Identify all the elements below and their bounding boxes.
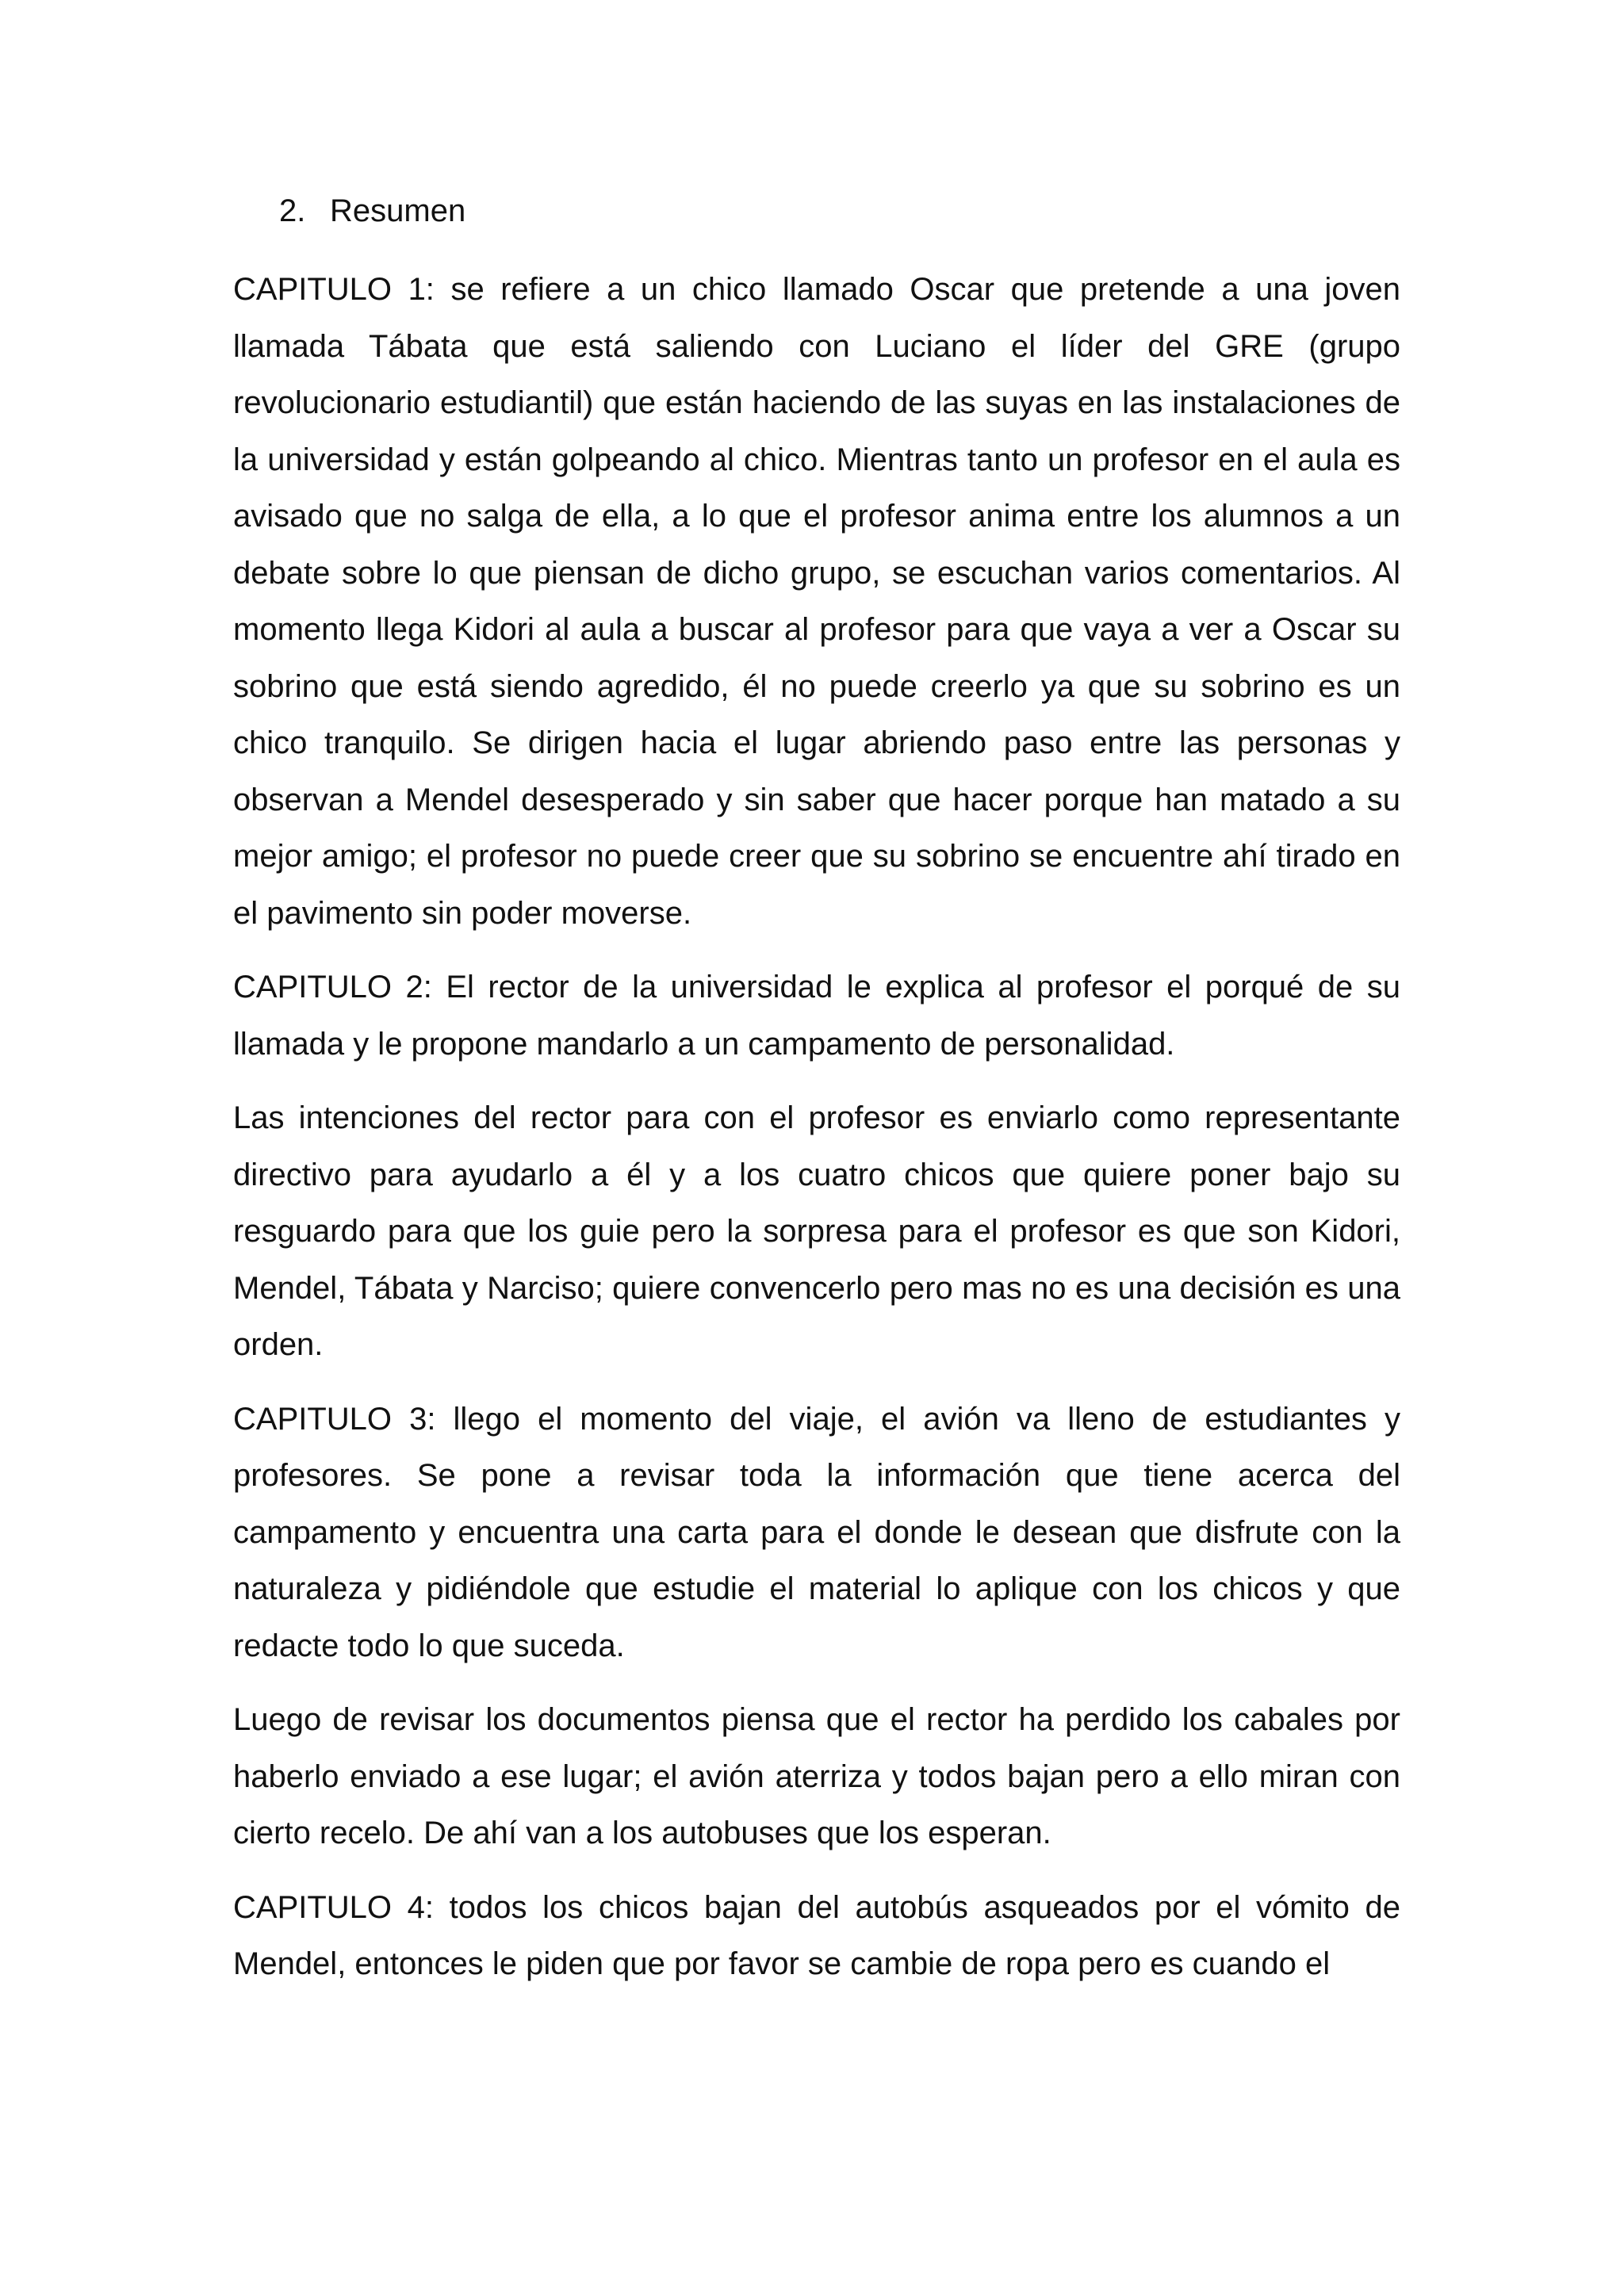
section-heading [233,187,1400,235]
paragraph-capitulo-2: CAPITULO 2: El rector de la universidad le explica al profesor el porqué de su llamada y le propone mandarlo a un campamento de personalidad. [233,970,1400,1062]
document-body [233,187,1400,2011]
section-number: 2. [279,193,306,228]
paragraph-avion-aterriza: Luego de revisar los documentos piensa que el rector ha perdido los cabales por haberlo enviado a ese lugar; el avión aterriza y todos bajan pero a ello miran con cierto recelo. De ahí van a los autobuses que los esperan. [233,1702,1400,1850]
paragraph-capitulo-4: CAPITULO 4: todos los chicos bajan del autobús asqueados por el vómito de Mendel, entonces le piden que por favor se cambie de ropa pero es cuando el [233,1889,1400,1981]
paragraph-capitulo-1: CAPITULO 1: se refiere a un chico llamado Oscar que pretende a una joven llamada Tábata que está saliendo con Luciano el líder del GRE (grupo revolucionario estudiantil) que están haciendo de las suyas en las instalaciones de la universidad y están golpeando al chico. Mientras tanto un profesor en el aula es avisado que no salga de ella, a lo que el profesor anima entre los alumnos a un debate sobre lo que piensan de dicho grupo, se escuchan varios comentarios. Al momento llega Kidori al aula a buscar al profesor para que vaya a ver a Oscar su sobrino que está siendo agredido, él no puede creerlo ya que su sobrino es un chico tranquilo. Se dirigen hacia el lugar abriendo paso entre las personas y observan a Mendel desesperado y sin saber que hacer porque han matado a su mejor amigo; el profesor no puede creer que su sobrino se encuentre ahí tirado en el pavimento sin poder moverse. [233,272,1400,931]
paragraph-capitulo-3: CAPITULO 3: llego el momento del viaje, el avión va lleno de estudiantes y profesores. Se pone a revisar toda la información que tiene acerca del campamento y encuentra una carta para el donde le desean que disfrute con la naturaleza y pidiéndole que estudie el material lo aplique con los chicos y que redacte todo lo que suceda. [233,1401,1400,1663]
paragraph-rector-intenciones: Las intenciones del rector para con el profesor es enviarlo como representante directivo para ayudarlo a él y a los cuatro chicos que quiere poner bajo su resguardo para que los guie pero la sorpresa para el profesor es que son Kidori, Mendel, Tábata y Narciso; quiere convencerlo pero mas no es una decisión es una orden. [233,1100,1400,1362]
section-title: Resumen [330,193,466,228]
